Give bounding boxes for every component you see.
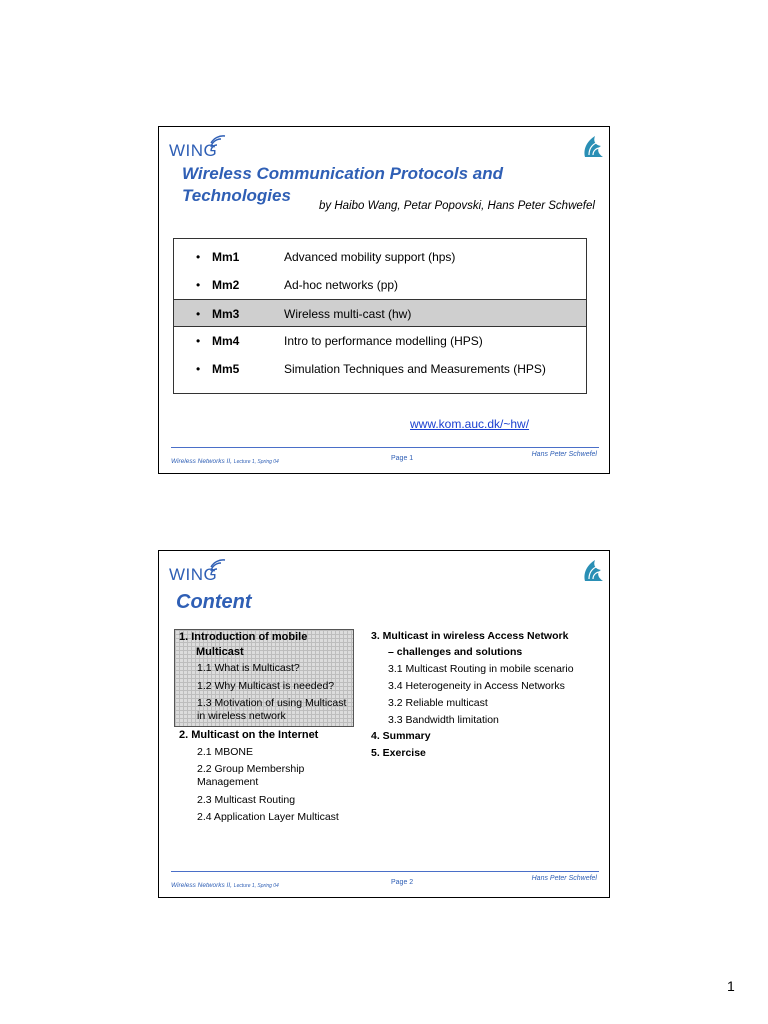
slide-title: Wireless Communication Protocols and Technologies	[182, 164, 504, 205]
slide-2	[158, 550, 610, 898]
footer-course	[171, 458, 279, 465]
footer-divider	[171, 871, 599, 872]
toc-item: 2.4 Application Layer Multicast	[197, 811, 339, 823]
toc-item: 3.3 Bandwidth limitation	[388, 714, 499, 726]
module-code: Mm3	[212, 307, 240, 321]
footer-lecture: Lecture 1, Spring 04	[233, 883, 279, 889]
list-item	[174, 327, 586, 355]
slide-1	[158, 126, 610, 474]
module-code: Mm5	[212, 362, 240, 376]
module-code: Mm2	[212, 278, 240, 292]
footer-page: Page 2	[391, 879, 414, 886]
footer-divider	[171, 447, 599, 448]
footer-author: Hans Peter Schwefel	[531, 875, 597, 882]
toc-item: 3.2 Reliable multicast	[388, 697, 488, 709]
toc-item: 3. Multicast in wireless Access Network	[371, 630, 569, 642]
bullet: •	[196, 334, 201, 348]
wing-logo	[169, 135, 229, 161]
list-item	[174, 355, 586, 383]
bullet: •	[196, 307, 201, 321]
wing-logo-text: WING	[169, 141, 218, 160]
toc-item: 2.1 MBONE	[197, 746, 254, 758]
toc-item: 3.4 Heterogeneity in Access Networks	[388, 680, 565, 692]
page-number: 1	[727, 978, 735, 994]
module-description: Wireless multi-cast (hw)	[284, 307, 412, 321]
toc-item: 4. Summary	[371, 730, 431, 742]
module-description: Ad-hoc networks (pp)	[284, 278, 399, 292]
university-crest-icon	[581, 133, 605, 159]
toc-item: 1.2 Why Multicast is needed?	[197, 680, 335, 692]
toc-item: 2.2 Group Membership	[197, 763, 305, 775]
wireless-signal-icon	[209, 559, 235, 577]
footer-lecture: Lecture 1, Spring 04	[233, 459, 279, 465]
module-list	[173, 238, 587, 394]
toc-item: 1.3 Motivation of using Multicast	[197, 697, 347, 709]
footer-course-name: Wireless Networks II,	[171, 882, 232, 889]
toc-item: – challenges and solutions	[388, 646, 523, 658]
footer-author: Hans Peter Schwefel	[531, 451, 597, 458]
module-code: Mm1	[212, 250, 240, 264]
toc-item: Multicast	[196, 646, 244, 658]
bullet: •	[196, 278, 201, 292]
list-item-highlighted	[173, 299, 587, 327]
toc-item: 1. Introduction of mobile	[179, 631, 308, 643]
slide-title: Content	[176, 591, 252, 613]
footer-page: Page 1	[391, 455, 414, 462]
wing-logo-text: WING	[169, 565, 218, 584]
bullet: •	[196, 250, 201, 264]
toc-item: 1.1 What is Multicast?	[197, 662, 300, 674]
module-description: Advanced mobility support (hps)	[284, 250, 456, 264]
wing-logo	[169, 559, 229, 585]
slide-authors: by Haibo Wang, Petar Popovski, Hans Peter Schwefel	[319, 200, 595, 212]
toc-item: 2. Multicast on the Internet	[179, 729, 319, 741]
list-item	[174, 243, 586, 271]
module-description: Intro to performance modelling (HPS)	[284, 334, 483, 348]
homepage-link[interactable]: www.kom.auc.dk/~hw/	[410, 417, 530, 431]
university-crest-icon	[581, 557, 605, 583]
module-code: Mm4	[212, 334, 240, 348]
list-item	[174, 271, 586, 299]
toc-item: 3.1 Multicast Routing in mobile scenario	[388, 663, 574, 675]
bullet: •	[196, 362, 201, 376]
toc-item: 2.3 Multicast Routing	[197, 794, 296, 806]
footer-course	[171, 882, 279, 889]
module-description: Simulation Techniques and Measurements (HPS)	[284, 362, 546, 376]
toc-item: Management	[197, 776, 259, 788]
toc-item: 5. Exercise	[371, 747, 426, 759]
wireless-signal-icon	[209, 135, 235, 153]
footer-course-name: Wireless Networks II,	[171, 458, 232, 465]
toc-item: in wireless network	[197, 710, 286, 722]
